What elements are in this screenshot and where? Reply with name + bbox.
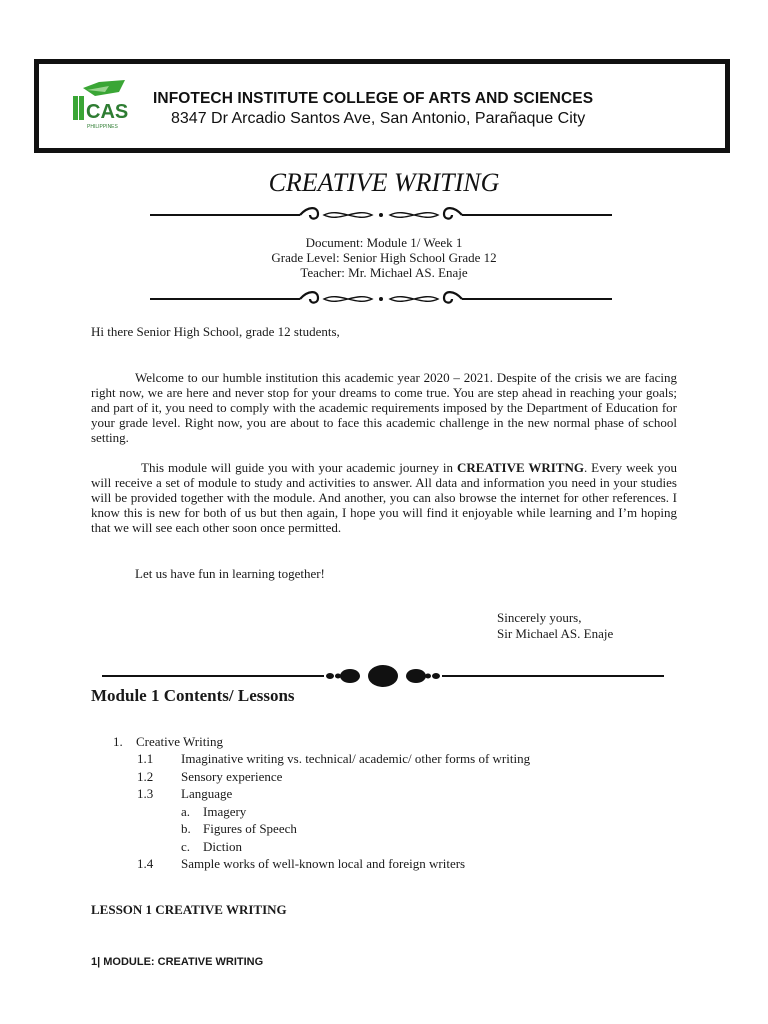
list-item-text: Language: [181, 786, 233, 801]
school-logo: [69, 78, 133, 134]
list-item-text: Sample works of well-known local and foreign writers: [181, 856, 466, 871]
list-item-num: 1.: [113, 734, 123, 749]
lesson-title: LESSON 1 CREATIVE WRITING: [91, 902, 287, 917]
document-info: [0, 235, 768, 280]
list-item-num: 1.3: [137, 786, 154, 801]
list-item-num: 1.1: [137, 751, 154, 766]
signature-block: [497, 610, 613, 641]
signature-name: Sir Michael AS. Enaje: [497, 625, 614, 641]
list-item-num: 1.2: [137, 769, 154, 784]
svg-text:PHILIPPINES: PHILIPPINES: [87, 124, 118, 130]
svg-text:CAS: CAS: [86, 101, 129, 123]
list-item-text: Imagery: [203, 804, 247, 819]
paragraph-2-end: . Every week you will receive a set of module to study and activities to answer. All data and information you need in your studies will be provided together with the module. And another, you can also browse the internet for other references. I know this is new for both of us but then again, I hope you will find it enjoyable while learning and I’m hoping that we will see each other soon once permitted.: [91, 460, 677, 535]
institution-name: INFOTECH INSTITUTE COLLEGE OF ARTS AND SCIENCES: [153, 90, 594, 107]
document-title: CREATIVE WRITING: [268, 168, 500, 197]
closing-line: Let us have fun in learning together!: [135, 566, 325, 581]
list-item-text: Figures of Speech: [203, 821, 297, 836]
list-item-text: Sensory experience: [181, 769, 283, 784]
school-header: [34, 59, 730, 153]
list-item-text: Creative Writing: [136, 734, 223, 749]
list-item-num: c.: [181, 839, 191, 854]
teacher-label: Teacher: Mr. Michael AS. Enaje: [300, 265, 468, 280]
paragraph-2-bold: CREATIVE WRITNG: [456, 460, 584, 475]
grade-level-label: Grade Level: Senior High School Grade 12: [271, 250, 497, 265]
contents-heading: Module 1 Contents/ Lessons: [91, 686, 295, 705]
scroll-divider-top: [150, 204, 612, 226]
list-item-text: Imaginative writing vs. technical/ academic/ other forms of writing: [181, 751, 531, 766]
paragraph-1-text: Welcome to our humble institution this academic year 2020 – 2021. Despite of the crisis we are facing right now, we are here and never stop for your dreams to come true. You are step ahead in reaching your goals; and part of it, you need to comply with the academic requirements imposed by the Department of Education for your grade level. Right now, you are about to face this academic challenge in the new normal phase of school setting.: [91, 370, 677, 445]
letter-paragraph-2: [91, 460, 677, 535]
scroll-divider-bottom: [150, 288, 612, 310]
page-footer: 1| MODULE: CREATIVE WRITING: [91, 956, 264, 968]
greeting: Hi there Senior High School, grade 12 students,: [91, 324, 340, 339]
document-label: Document: Module 1/ Week 1: [305, 235, 463, 250]
list-item-num: 1.4: [137, 856, 154, 871]
institution-address: 8347 Dr Arcadio Santos Ave, San Antonio, Parañaque City: [171, 110, 586, 127]
paragraph-2-start: This module will guide you with your academic journey in: [141, 460, 457, 475]
list-item-num: b.: [181, 821, 191, 836]
list-item-text: Diction: [203, 839, 242, 854]
list-item-num: a.: [181, 804, 191, 819]
letter-paragraph-1: [91, 370, 677, 445]
sign-off: Sincerely yours,: [497, 610, 582, 625]
